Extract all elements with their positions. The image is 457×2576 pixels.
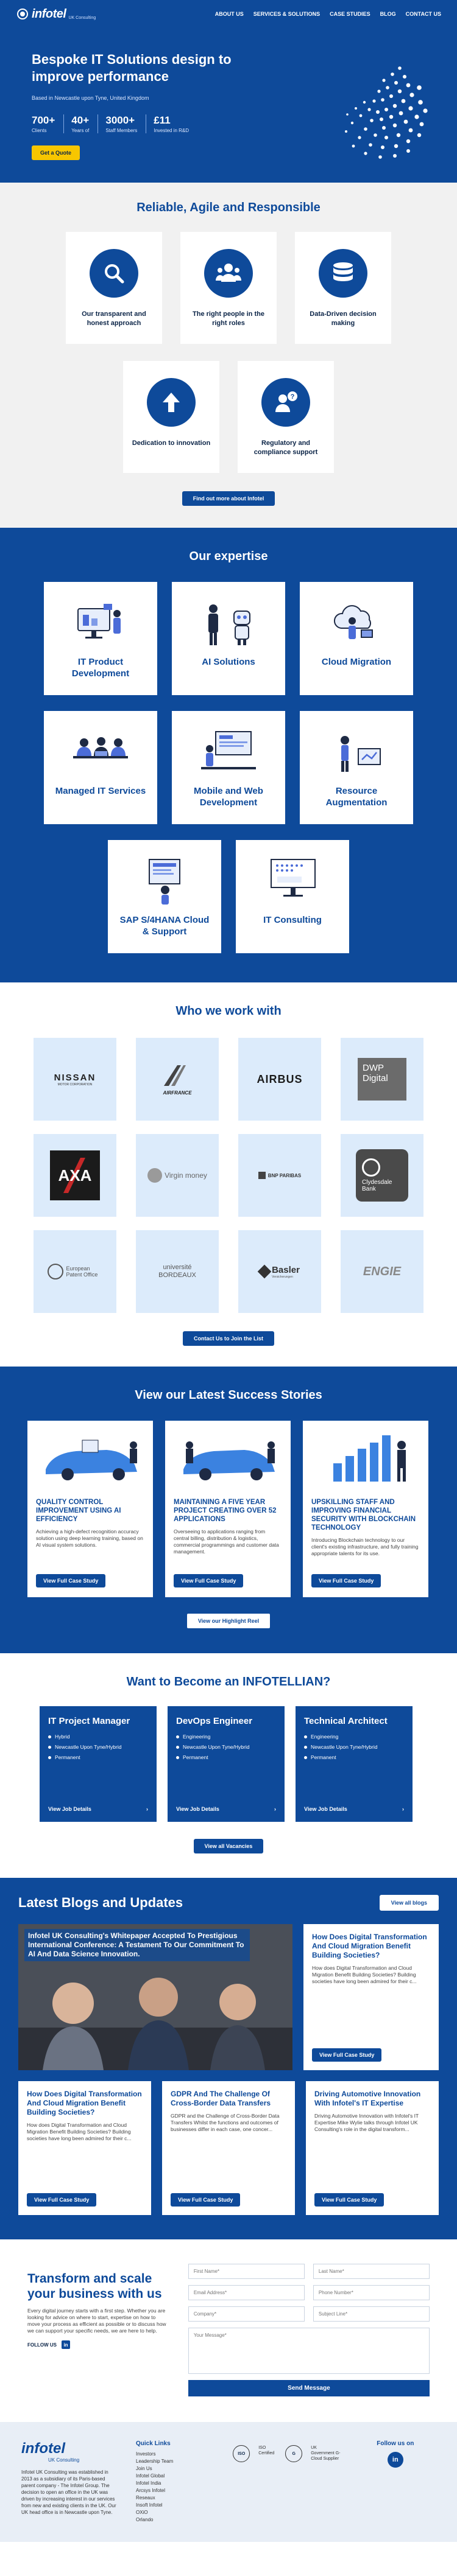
story-title: UPSKILLING STAFF AND IMPROVING FINANCIAL SECURITY WITH BLOCKCHAIN TECHNOLOGY	[311, 1499, 416, 1531]
blog-title: How Does Digital Transformation And Cloud Migration Benefit Building Societies?	[312, 1933, 427, 1959]
expertise-card-resource[interactable]	[300, 711, 413, 824]
nav-blog[interactable]: BLOG	[380, 11, 396, 17]
client-name-airfrance: AIRFRANCE	[163, 1090, 192, 1096]
stat-label: Years of	[71, 128, 90, 133]
client-name-engie: ENGIE	[363, 1264, 402, 1278]
blog-card	[162, 2081, 295, 2215]
bullet-icon	[48, 1756, 51, 1759]
main-nav	[215, 11, 441, 17]
footer-follow	[377, 2440, 414, 2524]
view-vacancies-button[interactable]: View all Vacancies	[194, 1839, 264, 1853]
epo-globe-icon	[48, 1264, 63, 1279]
blogs-header	[18, 1895, 439, 1911]
job-detail-text: Engineering	[311, 1734, 339, 1740]
subject-field[interactable]	[313, 2306, 430, 2322]
story-title: QUALITY CONTROL IMPROVEMENT USING AI EFFICIENCY	[36, 1499, 121, 1523]
blog-title: How Does Digital Transformation And Cloud Migration Benefit Building Societies?	[27, 2090, 142, 2116]
job-detail	[304, 1744, 404, 1750]
value-card-data	[295, 232, 391, 344]
footer-about-text: Infotel UK Consulting was established in 2013 as a subsidiary of its Paris-based parent company - The Infotel Group. The decision to open an office in the UK was driven by increasing interest in our services from new and existing clients in the UK. Our UK head office is in Newcastle upon Tyne.	[21, 2469, 116, 2515]
careers-title: Want to Become an INFOTELLIAN?	[126, 1675, 331, 1689]
job-detail	[176, 1744, 276, 1750]
footer-follow-title: Follow us on	[377, 2440, 414, 2447]
job-card[interactable]	[40, 1706, 157, 1822]
bnp-star-icon	[258, 1172, 266, 1179]
chevron-right-icon: ›	[146, 1806, 148, 1812]
question-person-icon	[261, 378, 310, 427]
database-icon	[319, 249, 367, 298]
iso-badge-icon: ISO	[233, 2445, 250, 2462]
stat-staff	[105, 114, 146, 133]
blog-text: How does Digital Transformation and Cloud Migration Benefit Building Societies? Building societies have long been admired for their c...	[27, 2122, 132, 2141]
story-card	[165, 1421, 291, 1597]
stat-years	[71, 114, 98, 133]
footer-link-global[interactable]: Infotel Global	[136, 2473, 165, 2479]
airfrance-stripes-icon	[159, 1063, 196, 1087]
hero-title: Bespoke IT Solutions design to improve performance	[32, 52, 232, 84]
follow-label: FOLLOW US	[27, 2342, 57, 2348]
footer-logo-sub: UK Consulting	[48, 2457, 80, 2463]
client-name-clydesdale: Clydesdale Bank	[362, 1179, 392, 1192]
view-full-case-study-button[interactable]: View Full Case Study	[314, 2193, 384, 2207]
expertise-section	[0, 528, 457, 982]
value-label: Our transparent and honest approach	[82, 310, 146, 327]
value-card-transparency	[66, 232, 162, 344]
values-grid	[46, 232, 411, 473]
cloud-migration-illustration	[323, 595, 390, 650]
send-message-button[interactable]: Send Message	[188, 2380, 430, 2396]
job-detail-text: Engineering	[183, 1734, 211, 1740]
view-full-case-study-button[interactable]: View Full Case Study	[171, 2193, 240, 2207]
view-job-link[interactable]	[304, 1806, 404, 1812]
expertise-label: Resource Augmentation	[325, 786, 388, 808]
expertise-label: Mobile and Web Development	[194, 786, 263, 808]
brand-name: infotel	[32, 7, 66, 21]
footer-link-insoft[interactable]: Insoft Infotel	[136, 2502, 163, 2508]
contact-text: Every digital journey starts with a first step. Whether you are looking for advice on where to start, expertise on how to move your process as efficient as possible or to discuss how we can support your specific needs, we are here to help.	[27, 2308, 166, 2334]
job-detail-text: Newcastle Upon Tyne/Hybrid	[55, 1744, 122, 1750]
cert-text: ISO Certified	[258, 2446, 275, 2455]
expertise-card-cloud[interactable]	[300, 582, 413, 695]
client-logo-nissan	[34, 1038, 116, 1121]
blog-text: GDPR and the Challenge of Cross-Border Data Transfers Whilst the functions and outcomes of businesses differ in each case, one concer...	[171, 2113, 280, 2132]
contact-join-list-button[interactable]: Contact Us to Join the List	[183, 1331, 274, 1346]
product-dev-illustration	[67, 595, 134, 650]
job-detail-text: Newcastle Upon Tyne/Hybrid	[183, 1744, 250, 1750]
view-case-study-button[interactable]: View Full Case Study	[311, 1574, 381, 1587]
company-field[interactable]	[188, 2306, 305, 2322]
nav-services[interactable]: SERVICES & SOLUTIONS	[253, 11, 321, 17]
gcloud-badge-icon: G	[285, 2445, 302, 2462]
client-logo-airbus	[238, 1038, 321, 1121]
blogs-row	[18, 2081, 439, 2215]
footer-link-orlando[interactable]: Orlando	[136, 2517, 154, 2522]
basler-diamond-icon	[258, 1265, 272, 1279]
contact-form	[188, 2264, 430, 2396]
find-out-more-button[interactable]: Find out more about Infotel	[182, 491, 275, 506]
search-icon	[90, 249, 138, 298]
expertise-label: IT Product Development	[71, 657, 130, 679]
client-subline-nissan: MOTOR CORPORATION	[57, 1082, 93, 1087]
follow-us	[27, 2340, 166, 2349]
value-card-people	[180, 232, 277, 344]
client-name-nissan: NISSAN	[54, 1072, 96, 1083]
client-logo-basler	[238, 1230, 321, 1313]
top-navbar	[0, 0, 457, 28]
blogs-featured-row	[18, 1924, 439, 2070]
client-name-bnp: BNP PARIBAS	[267, 1172, 302, 1178]
blog-title: Driving Automotive Innovation With Infotel's IT Expertise	[314, 2090, 421, 2107]
client-logo-engie	[341, 1230, 423, 1313]
client-logo-grid	[34, 1038, 423, 1313]
stat-value: 3000+	[105, 114, 135, 126]
brand-tagline: UK Consulting	[68, 15, 96, 20]
job-card[interactable]	[296, 1706, 413, 1822]
client-name-basler: Basler	[272, 1264, 300, 1275]
client-name-dwp: DWP Digital	[358, 1058, 406, 1101]
svg-text:?: ?	[290, 393, 295, 401]
expertise-card-sap[interactable]	[108, 840, 221, 953]
client-name-bordeaux: université BORDEAUX	[158, 1264, 196, 1279]
client-name-axa: AXA	[58, 1166, 92, 1185]
blogs-title: Latest Blogs and Updates	[18, 1895, 183, 1910]
expertise-card-ai[interactable]	[172, 582, 285, 695]
value-label: Dedication to innovation	[132, 439, 211, 447]
client-name-epo: European Patent Office	[66, 1265, 98, 1278]
footer-logo[interactable]: infotel	[21, 2440, 65, 2457]
client-name-airbus: AIRBUS	[257, 1073, 303, 1085]
location-pin-icon	[304, 1746, 307, 1749]
job-detail-text: Permanent	[55, 1754, 80, 1760]
footer-link-arcsys[interactable]: Arcsys Infotel	[136, 2488, 166, 2493]
message-field[interactable]	[188, 2328, 430, 2374]
stat-label: Clients	[32, 128, 47, 133]
view-all-blogs-button[interactable]: View all blogs	[380, 1895, 439, 1911]
expertise-label: SAP S/4HANA Cloud & Support	[119, 915, 210, 937]
nav-contact[interactable]: CONTACT US	[405, 11, 441, 17]
stories-grid	[27, 1421, 430, 1597]
clients-section	[0, 982, 457, 1367]
contact-inner	[27, 2264, 430, 2396]
blog-card	[18, 2081, 151, 2215]
client-logo-epo	[34, 1230, 116, 1313]
expertise-label: Cloud Migration	[321, 657, 392, 667]
view-job-label: View Job Details	[48, 1806, 91, 1812]
footer-about	[21, 2440, 119, 2524]
site-footer	[0, 2422, 457, 2542]
job-detail	[48, 1744, 148, 1750]
view-job-link[interactable]	[48, 1806, 148, 1812]
footer-quick-links	[136, 2440, 173, 2524]
growth-chart-illustration	[309, 1427, 422, 1488]
view-job-label: View Job Details	[176, 1806, 219, 1812]
story-text: Achieving a high-defect recognition accuracy solution using deep learning training, based on AI visual system solutions.	[36, 1528, 143, 1548]
blog-title: GDPR And The Challenge Of Cross-Border Data Transfers	[171, 2090, 271, 2107]
brand-mark-icon	[17, 9, 28, 19]
location-pin-icon	[176, 1746, 179, 1749]
jobs-grid	[40, 1706, 417, 1822]
stat-label: Staff Members	[105, 128, 138, 133]
virgin-circle-icon	[147, 1168, 162, 1183]
stories-title: View our Latest Success Stories	[135, 1388, 322, 1402]
view-case-study-button[interactable]: View Full Case Study	[36, 1574, 105, 1587]
job-detail-text: Hybrid	[55, 1734, 70, 1740]
view-job-label: View Job Details	[304, 1806, 347, 1812]
expertise-card-consulting[interactable]	[236, 840, 349, 953]
expertise-label: IT Consulting	[263, 915, 322, 925]
expertise-card-mobile-web[interactable]	[172, 711, 285, 824]
job-details	[304, 1734, 404, 1760]
bullet-icon	[48, 1735, 51, 1738]
contact-intro	[27, 2264, 166, 2396]
mobile-web-illustration	[195, 724, 262, 779]
bullet-icon	[176, 1735, 179, 1738]
resource-augmentation-illustration	[323, 724, 390, 779]
linkedin-icon[interactable]: in	[388, 2452, 403, 2468]
expertise-label: AI Solutions	[202, 657, 255, 667]
value-label: Data-Driven decision making	[310, 310, 377, 327]
footer-link-investors[interactable]: Investors	[136, 2451, 156, 2457]
location-pin-icon	[48, 1746, 51, 1749]
story-text: Introducing Blockchain technology to our client's existing infrastructure, and fully training appropriate talents for its use.	[311, 1537, 419, 1556]
bullet-icon	[304, 1756, 307, 1759]
values-title: Reliable, Agile and Responsible	[136, 201, 321, 214]
job-detail	[304, 1734, 404, 1740]
story-card	[303, 1421, 428, 1597]
job-detail-text: Permanent	[183, 1754, 208, 1760]
story-card	[27, 1421, 153, 1597]
stat-value: 700+	[32, 114, 55, 126]
job-detail	[176, 1754, 276, 1760]
job-title: Technical Architect	[304, 1716, 388, 1726]
job-detail	[304, 1754, 404, 1760]
client-logo-virgin	[136, 1134, 219, 1217]
quick-links-title: Quick Links	[136, 2440, 171, 2447]
client-logo-axa	[34, 1134, 116, 1217]
careers-section	[0, 1653, 457, 1878]
view-full-case-study-button[interactable]: View Full Case Study	[312, 2048, 381, 2062]
footer-link-oxio[interactable]: OXiO	[136, 2510, 148, 2515]
job-detail-text: Permanent	[311, 1754, 336, 1760]
blogs-section	[0, 1878, 457, 2239]
job-card[interactable]	[168, 1706, 285, 1822]
car-illustration	[34, 1427, 147, 1488]
view-job-link[interactable]	[176, 1806, 276, 1812]
view-full-case-study-button[interactable]: View Full Case Study	[27, 2193, 96, 2207]
expertise-card-product-dev[interactable]	[44, 582, 157, 695]
stat-value: £11	[154, 114, 171, 126]
expertise-label: Managed IT Services	[55, 786, 146, 796]
hero-location: Based in Newcastle upon Tyne, United Kingdom	[32, 95, 149, 101]
email-field[interactable]	[188, 2285, 305, 2300]
it-consulting-illustration	[259, 853, 326, 908]
client-name-virgin: Virgin money	[165, 1171, 207, 1180]
job-details	[48, 1734, 148, 1760]
people-icon	[204, 249, 253, 298]
brand-logo[interactable]	[17, 7, 96, 21]
clydesdale-cb-icon	[362, 1158, 380, 1177]
footer-certifications	[233, 2440, 341, 2524]
clients-title: Who we work with	[175, 1004, 282, 1018]
job-detail	[176, 1734, 276, 1740]
bullet-icon	[176, 1756, 179, 1759]
client-logo-clydesdale	[341, 1134, 423, 1217]
value-card-compliance	[238, 361, 334, 473]
client-logo-bordeaux	[136, 1230, 219, 1313]
expertise-grid	[40, 582, 417, 953]
job-detail-text: Newcastle Upon Tyne/Hybrid	[311, 1744, 378, 1750]
nav-about[interactable]: ABOUT US	[214, 11, 244, 17]
sap-illustration	[131, 853, 198, 908]
expertise-card-managed-it[interactable]	[44, 711, 157, 824]
footer-link-join-us[interactable]: Join Us	[136, 2466, 152, 2471]
blog-card	[303, 1924, 439, 2070]
client-logo-dwp	[341, 1038, 423, 1121]
featured-blog-caption: Infotel UK Consulting's Whitepaper Accepted To Prestigious International Conference: A Testament To Our Commitment To AI And Data Science Innovation.	[24, 1929, 250, 1961]
values-section	[0, 183, 457, 528]
story-title: MAINTAINING A FIVE YEAR PROJECT CREATING OVER 52 APPLICATIONS	[174, 1499, 277, 1523]
phone-field[interactable]	[313, 2285, 430, 2300]
ai-robot-illustration	[195, 595, 262, 650]
blog-card	[306, 2081, 439, 2215]
job-detail	[48, 1734, 148, 1740]
chevron-right-icon: ›	[402, 1806, 404, 1812]
client-logo-airfrance	[136, 1038, 219, 1121]
footer-inner	[21, 2440, 436, 2524]
hero-section	[0, 28, 457, 183]
expertise-title: Our expertise	[189, 550, 268, 563]
stat-clients	[32, 114, 64, 133]
managed-it-illustration	[67, 724, 134, 779]
stat-value: 40+	[71, 114, 90, 126]
featured-blog[interactable]	[18, 1924, 292, 2070]
story-text: Overseeing to applications ranging from central billing, distribution & logistics, commercial programmings and customer data management.	[174, 1528, 279, 1555]
stat-label: Invested in R&D	[154, 128, 190, 133]
stat-investment	[154, 114, 197, 133]
value-card-innovation	[123, 361, 219, 473]
car-illustration	[171, 1427, 285, 1488]
dotted-globe-icon	[323, 57, 433, 167]
footer-link-india[interactable]: Infotel India	[136, 2480, 161, 2486]
value-label: Regulatory and compliance support	[253, 439, 318, 456]
chevron-right-icon: ›	[274, 1806, 276, 1812]
view-case-study-button[interactable]: View Full Case Study	[174, 1574, 243, 1587]
highlight-reel-button[interactable]: View our Highlight Reel	[186, 1613, 271, 1629]
nav-case-studies[interactable]: CASE STUDIES	[330, 11, 370, 17]
last-name-field[interactable]	[313, 2264, 430, 2279]
job-details	[176, 1734, 276, 1760]
success-stories-section	[0, 1367, 457, 1653]
job-title: IT Project Manager	[48, 1716, 130, 1726]
linkedin-icon[interactable]: in	[62, 2340, 70, 2349]
client-logo-bnp	[238, 1134, 321, 1217]
contact-section	[0, 2239, 457, 2422]
bullet-icon	[304, 1735, 307, 1738]
job-title: DevOps Engineer	[176, 1716, 253, 1726]
contact-title: Transform and scale your business with us	[27, 2272, 162, 2301]
footer-link-leadership[interactable]: Leadership Team	[136, 2459, 174, 2464]
blog-text: How does Digital Transformation and Cloud Migration Benefit Building Societies? Building societies have long been admired for their c...	[312, 1965, 417, 1984]
get-quote-button[interactable]: Get a Quote	[32, 145, 80, 160]
job-detail	[48, 1754, 148, 1760]
cert-text: UK Government G-Cloud Supplier	[311, 2446, 341, 2461]
client-subline-basler: Versicherungen	[272, 1275, 293, 1279]
footer-link-reseaux[interactable]: Reseaux	[136, 2495, 155, 2501]
arrow-up-icon	[147, 378, 196, 427]
blog-text: Driving Automotive Innovation with Infotel's IT Expertise Mike Wylie talks through Infotel UK Consulting's role in the digital transform...	[314, 2113, 419, 2132]
first-name-field[interactable]	[188, 2264, 305, 2279]
value-label: The right people in the right roles	[193, 310, 264, 327]
